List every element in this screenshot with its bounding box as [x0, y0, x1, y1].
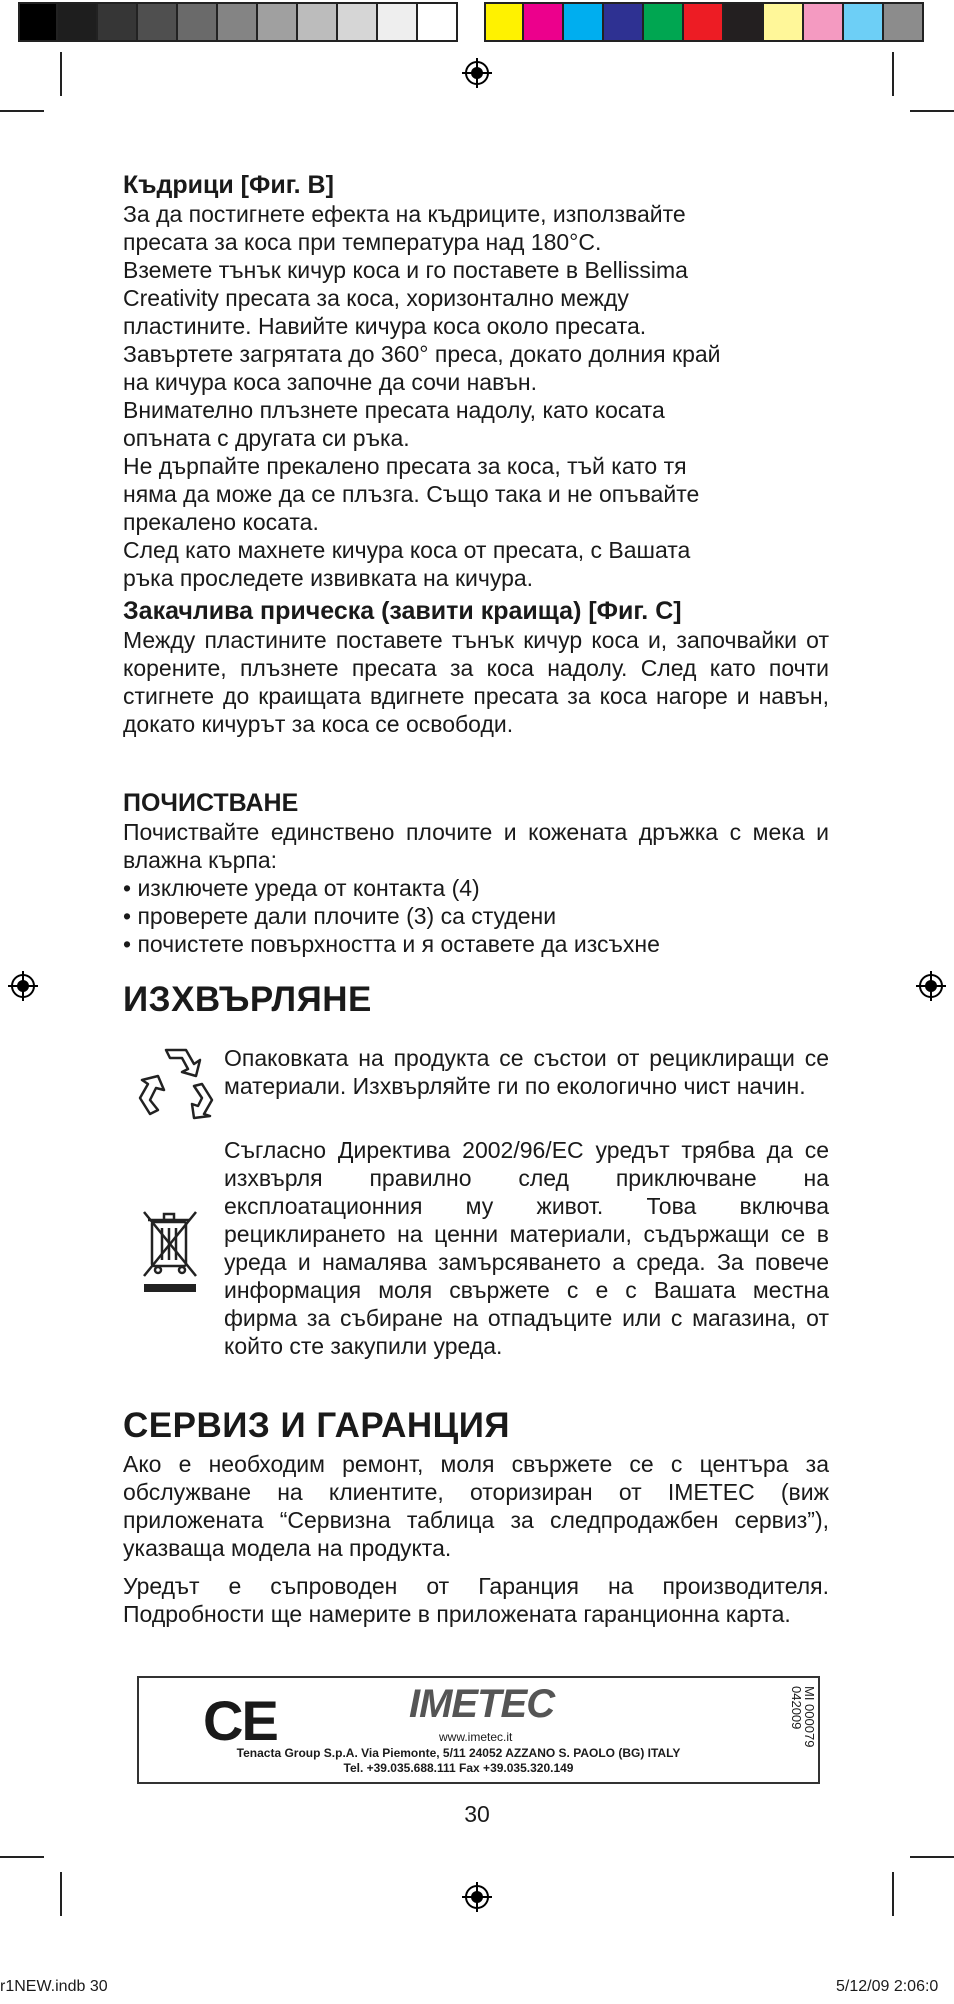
color-swatch: [524, 2, 564, 42]
flip-heading: Закачлива прическа (завити краища) [Фиг. C]: [123, 597, 682, 625]
document-code: MI 000079 042009: [789, 1686, 817, 1748]
color-swatch: [884, 2, 924, 42]
ce-mark: CE: [203, 1689, 277, 1752]
manufacturer-box: [137, 1676, 820, 1784]
crossed-bin-icon: [140, 1206, 200, 1294]
cleaning-text: Почиствайте единствено плочите и кожената дръжка с мека и влажна кърпа:: [123, 819, 829, 873]
color-swatch: [764, 2, 804, 42]
color-swatch: [564, 2, 604, 42]
curls-heading: Къдрици [Фиг. B]: [123, 171, 334, 199]
crop-mark-top-left-vertical: [60, 52, 62, 96]
cleaning-section: [123, 788, 829, 958]
disposal-section: [123, 980, 829, 1020]
curls-text: [123, 200, 829, 592]
curls-line: прекалено косата.: [123, 509, 319, 535]
phones-line: Tel. +39.035.688.111 Fax +39.035.320.149: [343, 1761, 574, 1775]
registration-mark-bottom-icon: [462, 1882, 492, 1912]
packaging-text: Опаковката на продукта се състои от рециклиращи се материали. Изхвърляйте ги по екологично чист начин.: [224, 1045, 829, 1099]
color-swatch: [58, 2, 98, 42]
color-swatch: [178, 2, 218, 42]
crop-mark-bottom-right-vertical: [892, 1872, 894, 1916]
manufacturer-address: [139, 1746, 778, 1776]
slug-timestamp: 5/12/09 2:06:0: [836, 1978, 939, 1995]
service-paragraph-2: Уредът е съпроводен от Гаранция на производителя. Подробности ще намерите в приложената гаранционна карта.: [123, 1573, 829, 1627]
curls-line: След като махнете кичура коса от пресата, с Вашата: [123, 537, 691, 563]
color-swatch: [604, 2, 644, 42]
process-color-bar: [484, 2, 924, 42]
color-swatch: [724, 2, 764, 42]
crop-mark-bottom-right-horizontal: [910, 1856, 954, 1858]
service-section: [123, 1406, 829, 1628]
cleaning-list: [123, 874, 829, 958]
color-swatch: [18, 2, 58, 42]
curls-line: Завъртете загрятата до 360° преса, докато долния край: [123, 341, 721, 367]
curls-line: пластините. Навийте кичура коса около пресата.: [123, 313, 647, 339]
flip-text: Между пластините поставете тънък кичур коса и, започвайки от корените, плъзнете пресата за коса надолу. След като почти стигнете до краищата вдигнете пресата за коса нагоре и навън, докато кичурът за коса се освободи.: [123, 627, 829, 737]
curls-line: няма да може да се плъзга. Също така и не опъвайте: [123, 481, 700, 507]
color-swatch: [378, 2, 418, 42]
address-line: Tenacta Group S.p.A. Via Piemonte, 5/11 24052 AZZANO S. PAOLO (BG) ITALY: [236, 1746, 681, 1760]
disposal-heading: ИЗХВЪРЛЯНЕ: [123, 980, 372, 1019]
curls-section: [123, 170, 829, 592]
curls-line: Creativity пресата за коса, хоризонтално между: [123, 285, 629, 311]
color-swatch: [804, 2, 844, 42]
color-swatch: [138, 2, 178, 42]
curls-line: Вземете тънък кичур коса и го поставете в Bellissima: [123, 257, 688, 283]
curls-line: пресата за коса при температура над 180°C.: [123, 229, 602, 255]
recycle-icon: [136, 1040, 216, 1120]
registration-mark-top-icon: [462, 58, 492, 88]
color-swatch: [644, 2, 684, 42]
cleaning-heading: ПОЧИСТВАНЕ: [123, 789, 299, 817]
color-swatch: [258, 2, 298, 42]
cleaning-bullet: • проверете дали плочите (3) са студени: [123, 903, 557, 929]
curls-line: Внимателно плъзнете пресата надолу, като косата: [123, 397, 665, 423]
color-swatch: [298, 2, 338, 42]
curls-line: За да постигнете ефекта на къдриците, използвайте: [123, 201, 686, 227]
service-heading: СЕРВИЗ И ГАРАНЦИЯ: [123, 1406, 511, 1445]
registration-mark-left-icon: [8, 971, 38, 1001]
slug-filename: r1NEW.indb 30: [0, 1978, 108, 1995]
crop-mark-top-right-horizontal: [910, 110, 954, 112]
cleaning-bullet: • почистете повърхността и я оставете да изсъхне: [123, 931, 660, 957]
crop-mark-bottom-left-horizontal: [0, 1856, 44, 1858]
curls-line: ръка проследете извивката на кичура.: [123, 565, 534, 591]
curls-line: Не дърпайте прекалено пресата за коса, тъй като тя: [123, 453, 687, 479]
curls-line: на кичура коса започне да сочи навън.: [123, 369, 538, 395]
crop-mark-bottom-left-vertical: [60, 1872, 62, 1916]
color-swatch: [98, 2, 138, 42]
crop-mark-top-left-horizontal: [0, 110, 44, 112]
color-swatch: [418, 2, 458, 42]
directive-text: Съгласно Директива 2002/96/EC уредът трябва да се изхвърля правилно след приключване на експлоатационния му живот. Това включва рециклирането на ценни материали, съдържащи се в уреда и намалява замърсяването а среда. За повече информация моля свържете с е с Вашата местна фирма за събиране на отпадъците или с магазина, от който сте закупили уреда.: [224, 1137, 829, 1359]
service-paragraph-1: Ако е необходим ремонт, моля свържете се с центъра за обслужване на клиентите, оторизиран от IMETEC (виж приложената “Сервизна таблица за следпродажбен сервиз”), указваща модела на продукта.: [123, 1451, 829, 1561]
color-swatch: [684, 2, 724, 42]
registration-mark-right-icon: [916, 971, 946, 1001]
cleaning-bullet: • изключете уреда от контакта (4): [123, 875, 480, 901]
color-swatch: [218, 2, 258, 42]
curls-line: опъната с другата си ръка.: [123, 425, 410, 451]
color-swatch: [338, 2, 378, 42]
color-swatch: [484, 2, 524, 42]
crop-mark-top-right-vertical: [892, 52, 894, 96]
color-swatch: [844, 2, 884, 42]
imetec-logo: IMETEC: [409, 1682, 555, 1726]
flip-section: [123, 596, 829, 738]
website: www.imetec.it: [439, 1730, 513, 1744]
page-number: 30: [464, 1801, 490, 1827]
grayscale-color-bar: [18, 2, 458, 42]
